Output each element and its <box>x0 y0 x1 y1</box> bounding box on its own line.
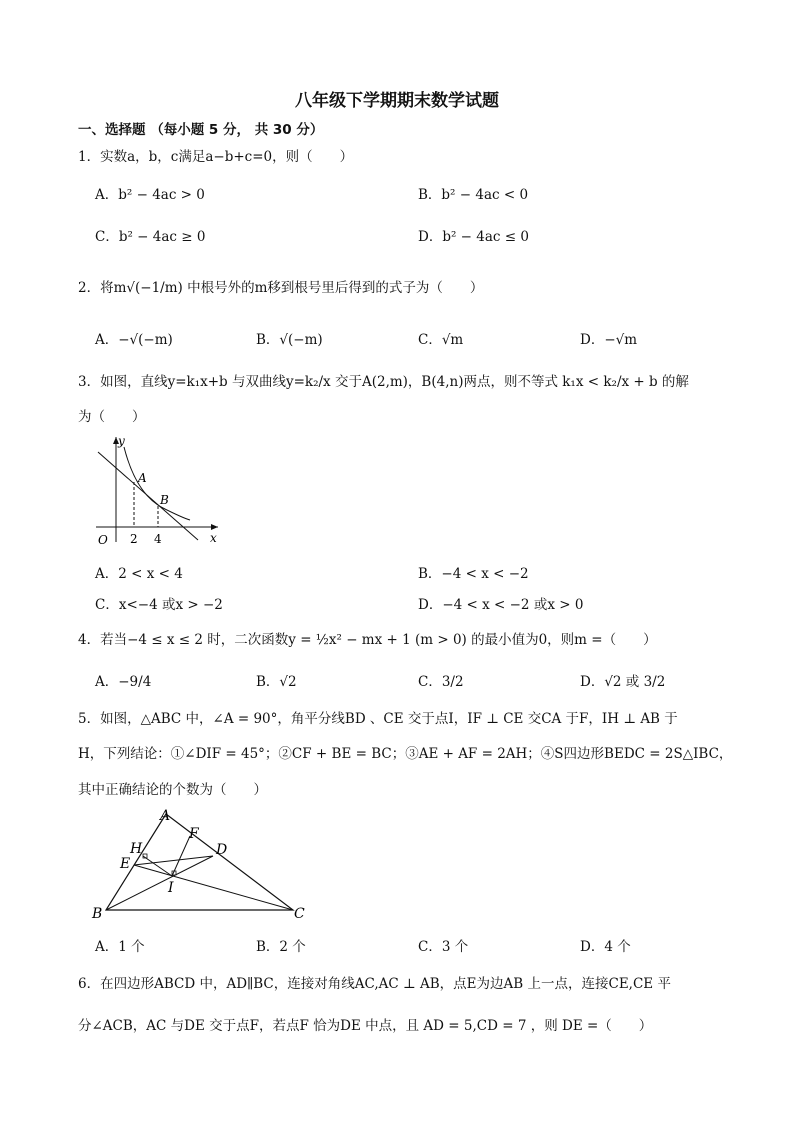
q2-option-b: B．√(−m) <box>256 332 323 348</box>
q5-stem-line1: 5．如图，△ABC 中，∠A = 90°，角平分线BD 、CE 交于点I，IF ⊥ CE 交CA 于F，IH ⊥ AB 于 <box>78 711 678 727</box>
label-d: D <box>216 842 228 858</box>
q1-stem: 1．实数a，b，c满足a−b+c=0，则（ ） <box>78 149 354 165</box>
label-a: A <box>138 471 147 485</box>
label-y: y <box>118 434 125 448</box>
q3-option-c: C．x<−4 或x > −2 <box>95 597 223 613</box>
q5-stem-line3: 其中正确结论的个数为（ ） <box>78 782 267 798</box>
q4-option-a: A．−9/4 <box>95 674 152 690</box>
q3-stem-line1: 3．如图，直线y=k₁x+b 与双曲线y=k₂/x 交于A(2,m)，B(4,n)两点，则不等式 k₁x < k₂/x + b 的解 <box>78 374 689 390</box>
q3-option-b: B．−4 < x < −2 <box>418 566 529 582</box>
q4-option-b: B．√2 <box>256 674 297 690</box>
label-c: C <box>294 906 305 922</box>
q2-option-d: D．−√m <box>580 332 638 348</box>
label-h: H <box>130 841 143 857</box>
q1-option-a: A．b² − 4ac > 0 <box>95 187 205 203</box>
label-i: I <box>168 880 174 896</box>
q5-option-c: C．3 个 <box>418 939 469 955</box>
q6-stem-line2: 分∠ACB，AC 与DE 交于点F，若点F 恰为DE 中点，且 AD = 5,CD = 7 ，则 DE =（ ） <box>78 1018 653 1034</box>
q5-stem-line2: H，下列结论：①∠DIF = 45°；②CF + BE = BC；③AE + AF = 2AH；④S四边形BEDC = 2S△IBC， <box>78 746 733 762</box>
q1-option-b: B．b² − 4ac < 0 <box>418 187 529 203</box>
q5-option-d: D．4 个 <box>580 939 631 955</box>
segment-de <box>134 856 213 865</box>
q6-stem-line1: 6．在四边形ABCD 中，AD∥BC，连接对角线AC,AC ⊥ AB，点E为边AB 上一点，连接CE,CE 平 <box>78 976 671 992</box>
q3-option-d: D．−4 < x < −2 或x > 0 <box>418 597 584 613</box>
q1-option-d: D．b² − 4ac ≤ 0 <box>418 229 529 245</box>
section-heading: 一、选择题 （每小题 5 分， 共 30 分） <box>78 122 324 138</box>
segment-if <box>172 836 190 876</box>
tick-4: 4 <box>154 532 162 546</box>
q1-option-c: C．b² − 4ac ≥ 0 <box>95 229 206 245</box>
label-x: x <box>210 531 217 545</box>
q4-option-c: C．3/2 <box>418 674 464 690</box>
label-b: B <box>160 493 169 507</box>
q3-option-a: A．2 < x < 4 <box>95 566 183 582</box>
label-a: A <box>160 808 171 824</box>
segment-ih <box>143 856 172 876</box>
q5-option-a: A．1 个 <box>95 939 145 955</box>
segment-ce <box>134 865 293 910</box>
label-b: B <box>92 906 103 922</box>
q5-triangle-figure <box>88 806 318 924</box>
q2-option-c: C．√m <box>418 332 464 348</box>
q2-option-a: A．−√(−m) <box>95 332 173 348</box>
tick-2: 2 <box>130 532 138 546</box>
q4-option-d: D．√2 或 3/2 <box>580 674 666 690</box>
q3-stem-line2: 为（ ） <box>78 409 146 425</box>
q2-stem: 2．将m√(−1/m) 中根号外的m移到根号里后得到的式子为（ ） <box>78 280 484 296</box>
q5-option-b: B．2 个 <box>256 939 306 955</box>
label-o: O <box>98 533 108 547</box>
label-f: F <box>189 826 199 842</box>
label-e: E <box>120 856 131 872</box>
x-axis-arrow <box>211 524 218 530</box>
q4-stem: 4．若当−4 ≤ x ≤ 2 时，二次函数y = ½x² − mx + 1 (m > 0) 的最小值为0，则m =（ ） <box>78 632 657 648</box>
q3-graph-figure <box>88 432 228 552</box>
page-title: 八年级下学期期末数学试题 <box>295 91 499 111</box>
